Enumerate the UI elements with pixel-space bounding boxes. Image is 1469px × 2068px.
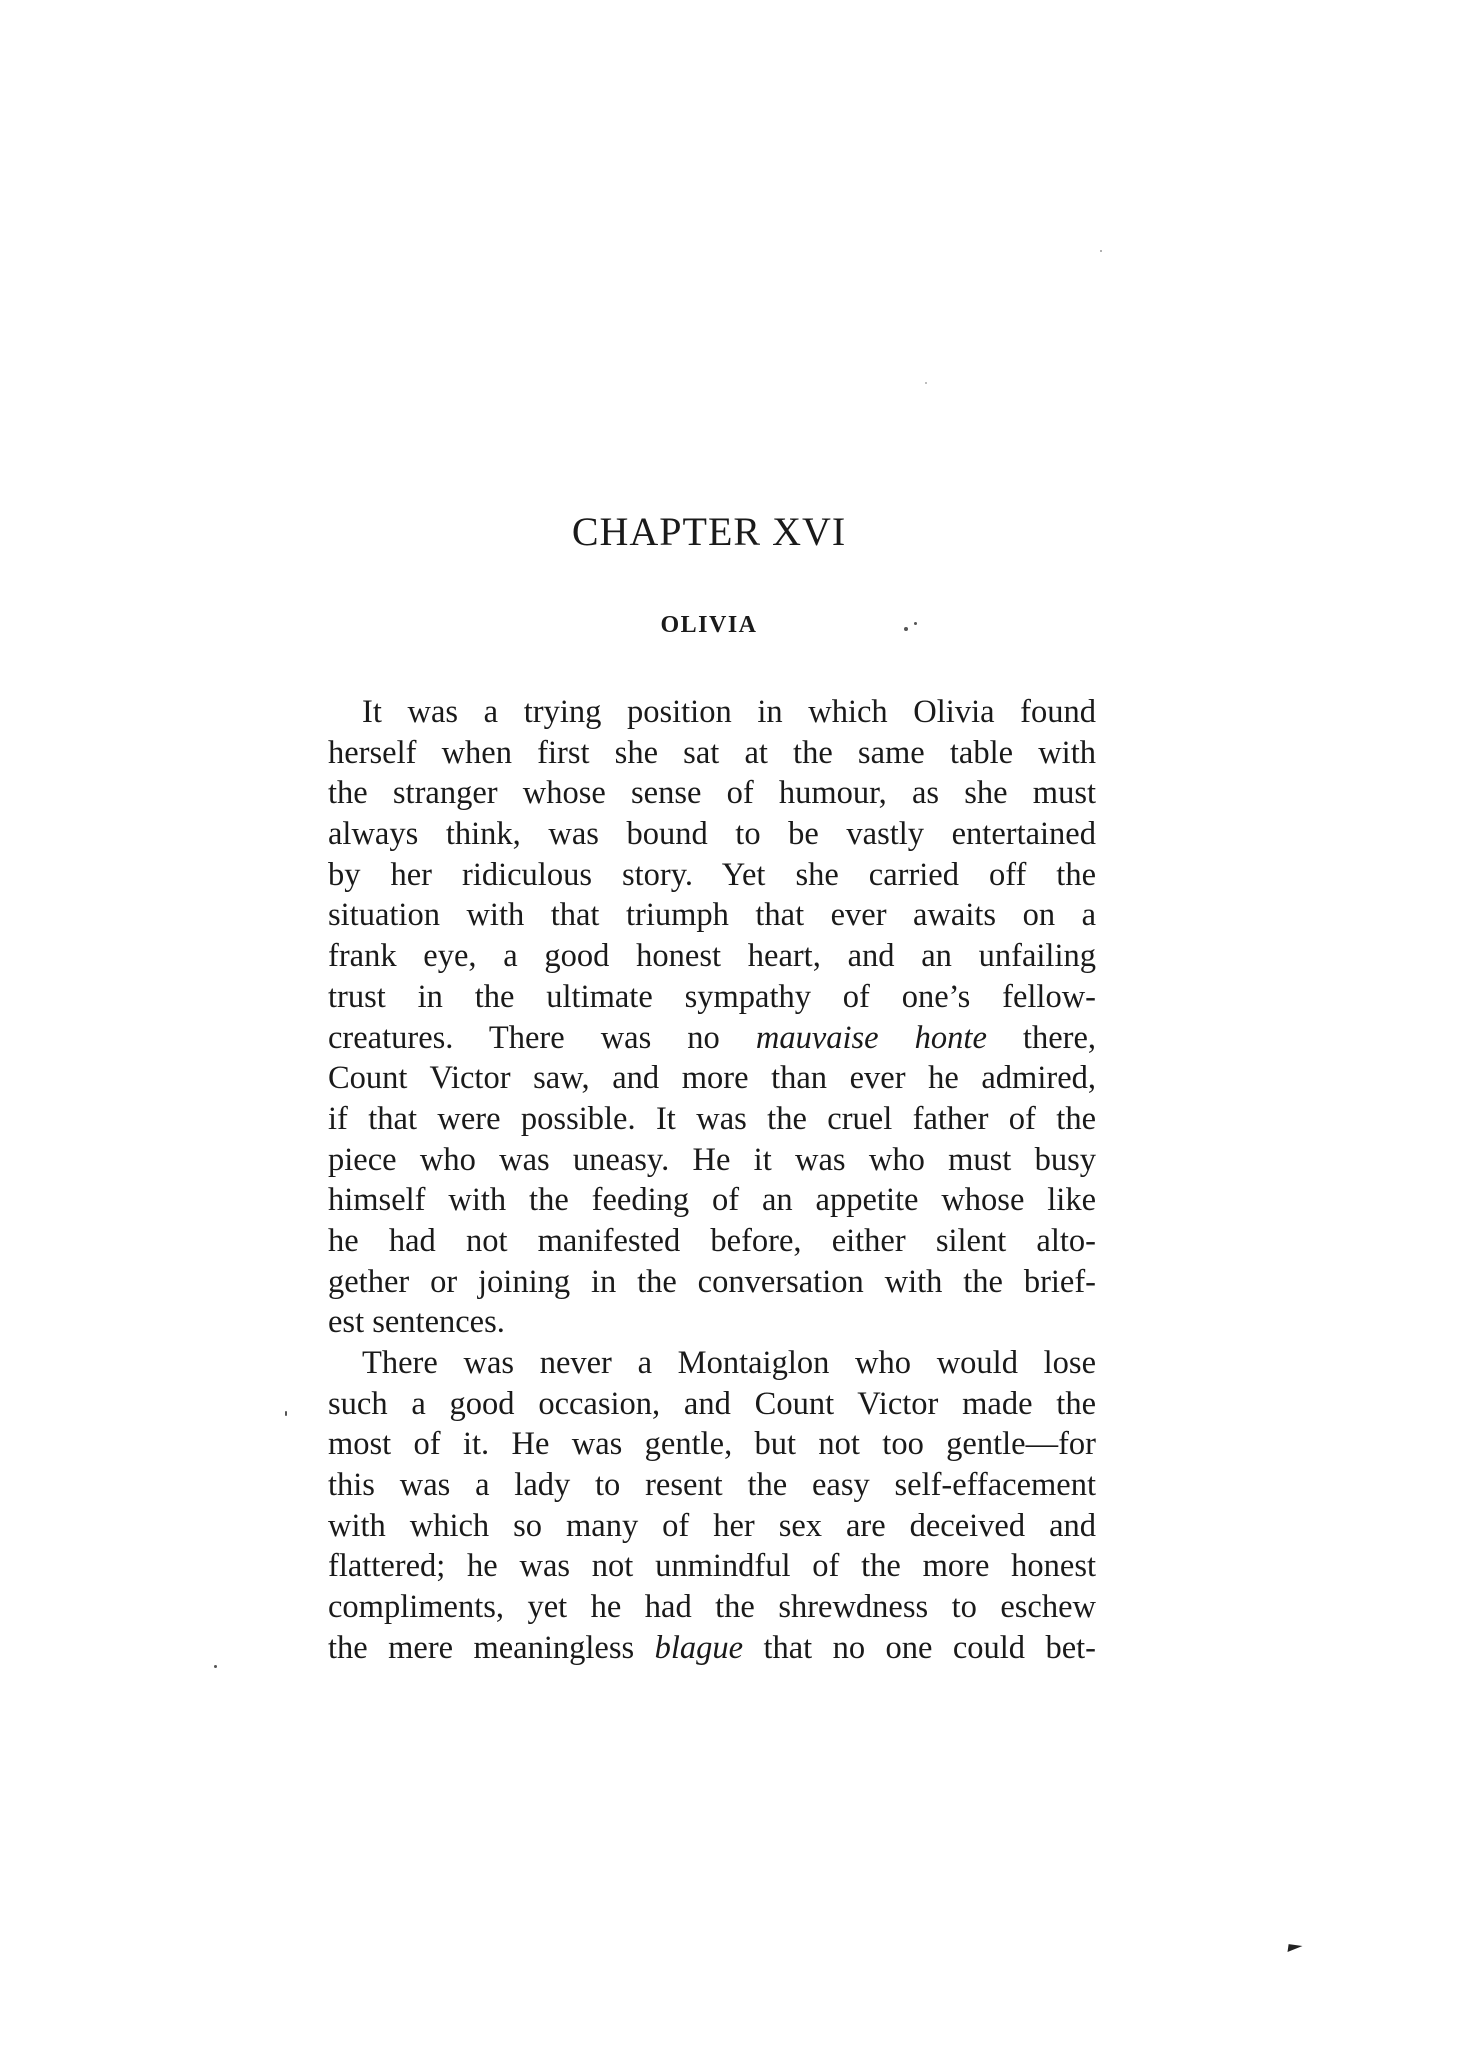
text-line: himself with the feeding of an appetite whose like: [328, 1182, 1096, 1219]
text-line: It was a trying position in which Olivia found: [362, 694, 1096, 730]
text-line: est sentences.: [328, 1304, 505, 1341]
scan-speck: [925, 382, 927, 384]
text-line: such a good occasion, and Count Victor made the: [328, 1385, 1096, 1422]
text-line: he had not manifested before, either silent alto-: [328, 1222, 1096, 1259]
italic-phrase: mauvaise honte: [755, 1019, 987, 1056]
text-line: if that were possible. It was the cruel father of the: [328, 1100, 1096, 1137]
text-line: the mere meaningless blague that no one could bet-: [328, 1629, 1096, 1666]
text-line: piece who was uneasy. He it was who must busy: [328, 1141, 1096, 1178]
text-line: the stranger whose sense of humour, as she must: [328, 775, 1096, 812]
text-line: situation with that triumph that ever awaits on a: [328, 897, 1096, 934]
text-line: flattered; he was not unmindful of the more honest: [328, 1548, 1096, 1585]
text-line: compliments, yet he had the shrewdness to eschew: [328, 1589, 1096, 1626]
chapter-body: [328, 692, 1096, 1669]
italic-phrase: blague: [654, 1629, 744, 1666]
scan-speck: [914, 622, 917, 625]
scan-speck: [285, 1411, 287, 1416]
text-line: There was never a Montaiglon who would lose: [362, 1345, 1096, 1381]
scan-speck: [904, 627, 908, 631]
chapter-subtitle: OLIVIA: [660, 612, 758, 638]
text-line: always think, was bound to be vastly entertained: [328, 816, 1096, 853]
text-line: creatures. There was no mauvaise honte there,: [328, 1019, 1097, 1056]
scan-speck: [214, 1665, 217, 1668]
text-line: frank eye, a good honest heart, and an unfailing: [328, 938, 1096, 975]
text-line: gether or joining in the conversation with the brief-: [328, 1263, 1096, 1300]
text-line: this was a lady to resent the easy self-effacement: [328, 1467, 1096, 1504]
page-corner-mark: [1288, 1944, 1303, 1954]
text-line: by her ridiculous story. Yet she carried off the: [328, 856, 1096, 893]
text-line: herself when first she sat at the same table with: [328, 734, 1096, 771]
text-line: trust in the ultimate sympathy of one’s fellow-: [328, 978, 1096, 1015]
scan-speck: [1100, 250, 1102, 252]
text-line: most of it. He was gentle, but not too gentle—for: [328, 1426, 1096, 1463]
text-line: with which so many of her sex are deceived and: [328, 1507, 1096, 1544]
text-line: Count Victor saw, and more than ever he admired,: [328, 1060, 1096, 1097]
chapter-heading: CHAPTER XVI: [571, 509, 847, 554]
